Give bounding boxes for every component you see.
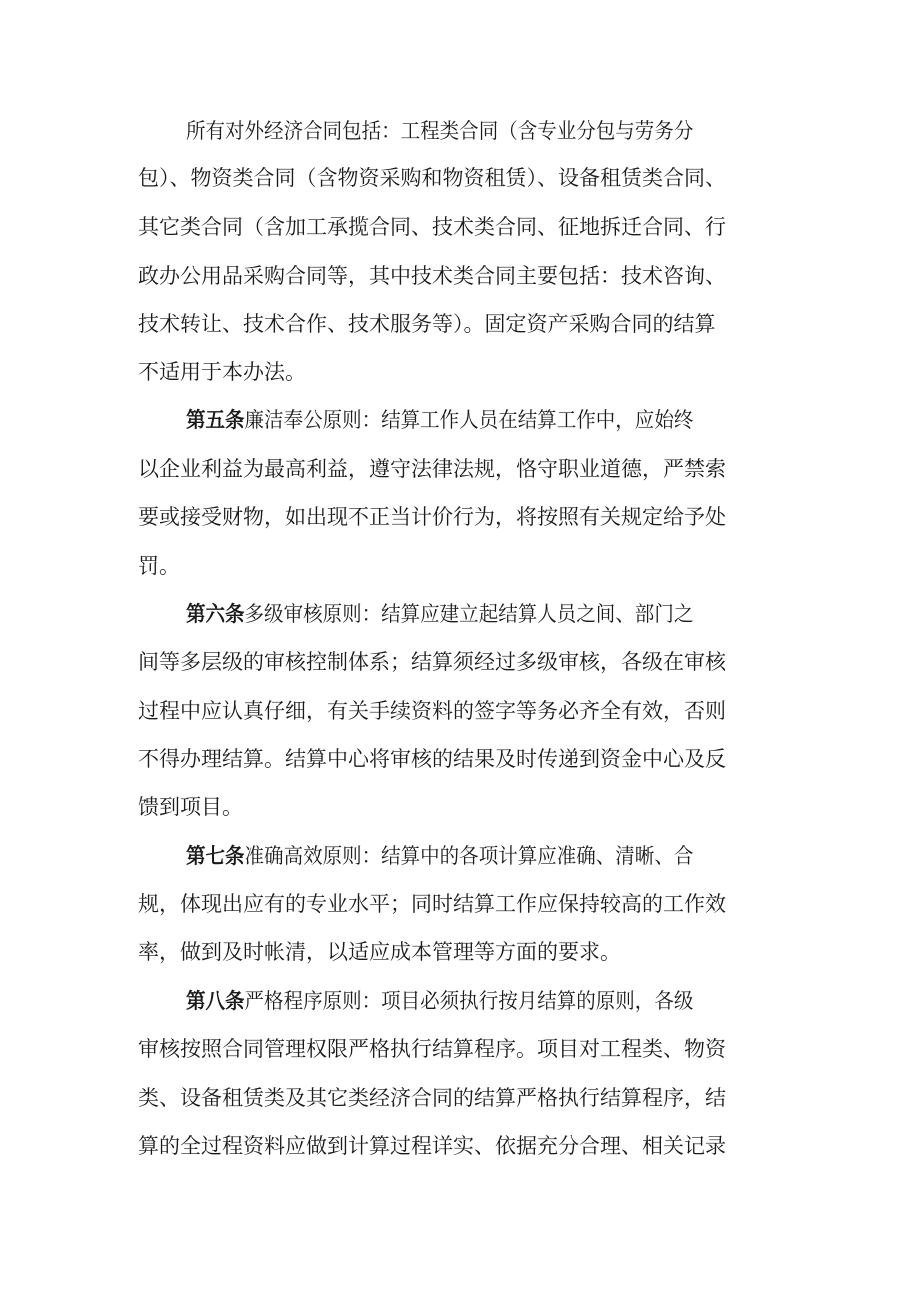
article-6-line-4: 不得办理结算。结算中心将审核的结果及时传递到资金中心及反 xyxy=(138,747,726,771)
article-8-line-3: 类、设备租赁类及其它类经济合同的结算严格执行结算程序，结 xyxy=(138,1086,726,1110)
paragraph-1-line-2: 包）、物资类合同（含物资采购和物资租赁）、设备租赁类合同、 xyxy=(138,166,726,190)
article-7-heading: 第七条 xyxy=(186,844,245,868)
article-7-line-3: 率，做到及时帐清，以适应成本管理等方面的要求。 xyxy=(138,940,621,964)
article-6-first-line xyxy=(186,594,790,634)
article-5-first-line xyxy=(186,400,790,440)
article-5-text: 廉洁奉公原则：结算工作人员在结算工作中，应始终 xyxy=(244,408,694,432)
paragraph-1-line-1: 所有对外经济合同包括：工程类合同（含专业分包与劳务分 xyxy=(186,119,694,143)
article-5-line-4: 罚。 xyxy=(138,554,180,578)
paragraph-1-line-6: 不适用于本办法。 xyxy=(138,360,306,384)
article-6-line-3: 过程中应认真仔细，有关手续资料的签字等务必齐全有效，否则 xyxy=(138,699,726,723)
paragraph-1-line-5: 技术转让、技术合作、技术服务等）。固定资产采购合同的结算 xyxy=(138,312,716,336)
article-8-line-4: 算的全过程资料应做到计算过程详实、依据充分合理、相关记录 xyxy=(138,1134,726,1158)
article-5-line-3: 要或接受财物，如出现不正当计价行为，将按照有关规定给予处 xyxy=(138,505,726,529)
article-6-line-5: 馈到项目。 xyxy=(138,795,243,819)
article-7-first-line xyxy=(186,836,790,876)
article-5-heading: 第五条 xyxy=(186,408,245,432)
paragraph-1-line-4: 政办公用品采购合同等，其中技术类合同主要包括：技术咨询、 xyxy=(138,264,726,288)
article-8-line-2: 审核按照合同管理权限严格执行结算程序。项目对工程类、物资 xyxy=(138,1037,726,1061)
article-5-line-2: 以企业利益为最高利益，遵守法律法规，恪守职业道德，严禁索 xyxy=(138,457,726,481)
article-8-text: 严格程序原则：项目必须执行按月结算的原则，各级 xyxy=(244,989,694,1013)
article-6-line-2: 间等多层级的审核控制体系；结算须经过多级审核，各级在审核 xyxy=(138,650,726,674)
article-7-line-2: 规，体现出应有的专业水平；同时结算工作应保持较高的工作效 xyxy=(138,892,726,916)
paragraph-1-line-3: 其它类合同（含加工承揽合同、技术类合同、征地拆迁合同、行 xyxy=(138,215,726,239)
article-8-heading: 第八条 xyxy=(186,989,245,1013)
article-8-first-line xyxy=(186,981,790,1021)
article-7-text: 准确高效原则：结算中的各项计算应准确、清晰、合 xyxy=(244,844,694,868)
article-6-heading: 第六条 xyxy=(186,602,245,626)
article-6-text: 多级审核原则：结算应建立起结算人员之间、部门之 xyxy=(244,602,694,626)
